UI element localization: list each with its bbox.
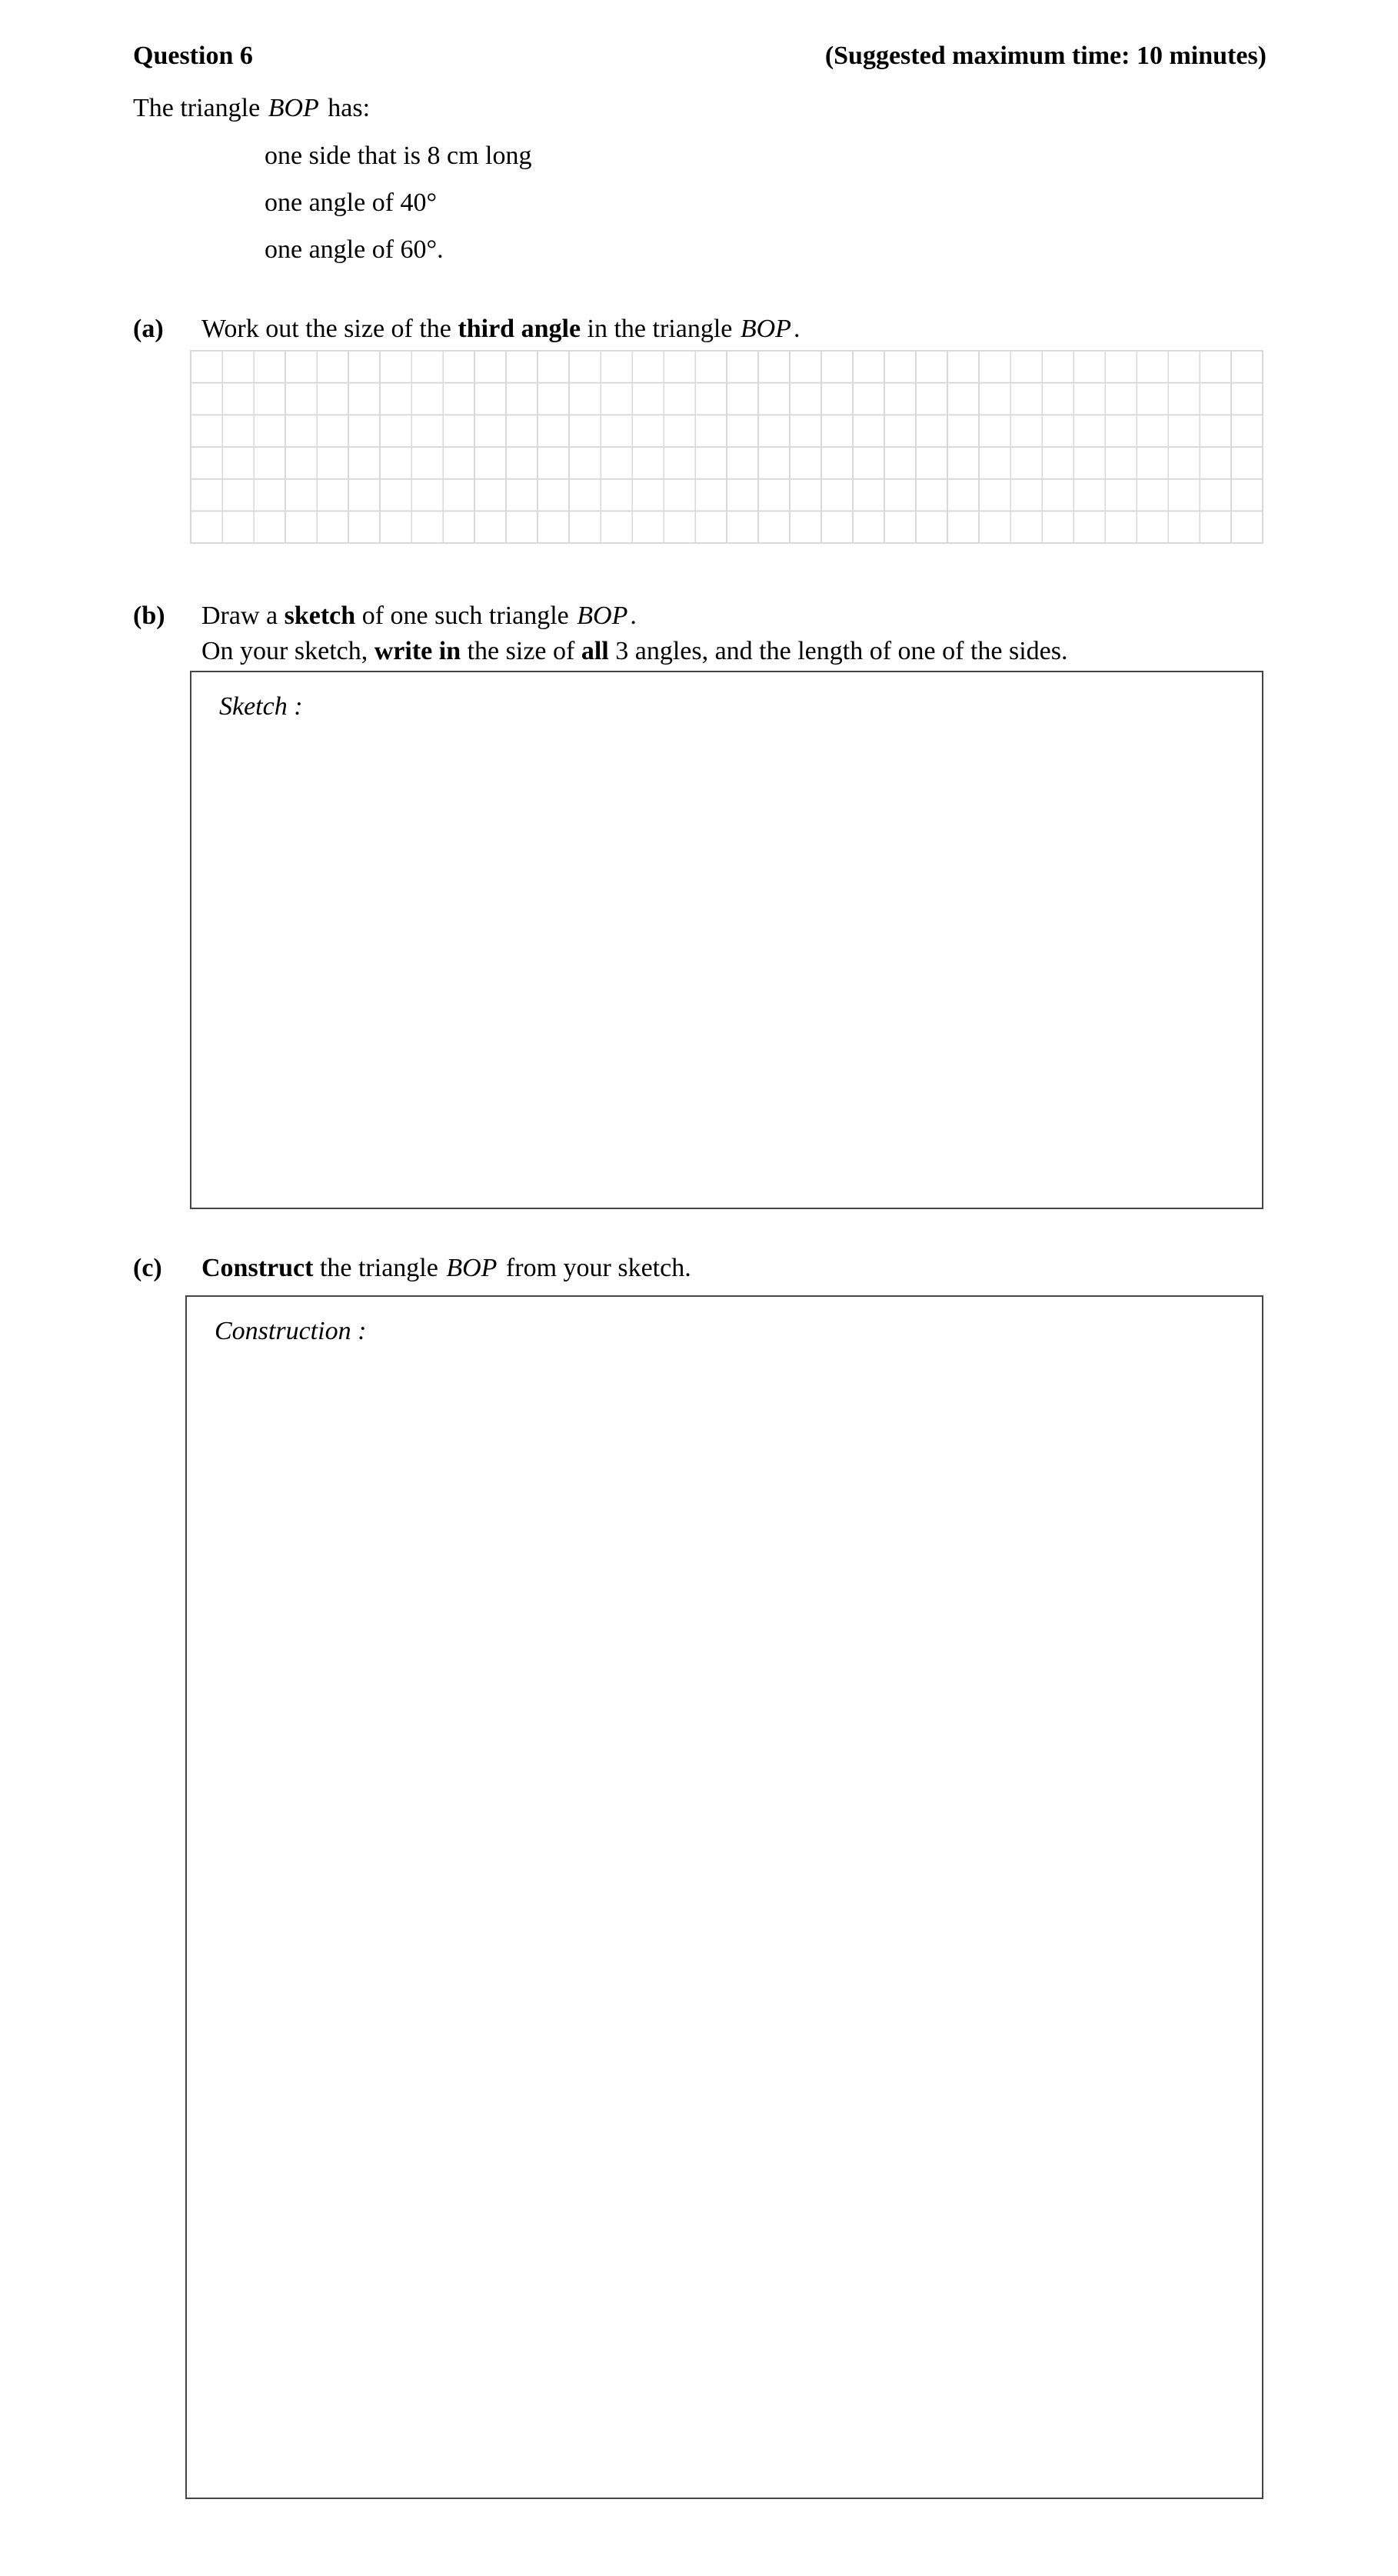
intro-text-post: has:: [321, 94, 371, 122]
part-c-text-1: the triangle: [313, 1254, 445, 1282]
part-a-question: [201, 313, 800, 346]
triangle-name: BOP: [577, 602, 628, 630]
part-b-bold-sketch: sketch: [284, 602, 356, 630]
part-a-text-1: Work out the size of the: [201, 315, 458, 343]
triangle-name: BOP: [268, 94, 319, 122]
part-b-text-4: On your sketch,: [201, 637, 374, 665]
part-c-text-2: from your sketch.: [499, 1254, 691, 1282]
intro-text-pre: The triangle: [133, 94, 267, 122]
sketch-box: [190, 671, 1263, 1209]
condition-angle-40: one angle of 40°: [265, 188, 438, 217]
construction-box-label: Construction :: [215, 1317, 367, 1345]
working-grid: [190, 350, 1263, 544]
part-c-question: [201, 1252, 691, 1285]
part-b-question-line2: [201, 635, 1067, 668]
part-b-bold-write-in: write in: [374, 637, 461, 665]
part-a-text-3: .: [793, 315, 801, 343]
triangle-name: BOP: [446, 1254, 498, 1282]
part-a-bold-third-angle: third angle: [458, 315, 581, 343]
part-b-text-3: .: [630, 602, 637, 630]
sketch-box-label: Sketch :: [219, 692, 303, 721]
time-note: (Suggested maximum time: 10 minutes): [824, 42, 1267, 70]
part-b-question-line1: [201, 600, 637, 633]
part-b-label: (b): [133, 602, 165, 630]
question-title: Question 6: [133, 42, 253, 70]
triangle-name: BOP: [740, 315, 791, 343]
condition-angle-60: one angle of 60°.: [265, 235, 444, 264]
part-c-bold-construct: Construct: [201, 1254, 314, 1282]
part-a-label: (a): [133, 315, 164, 343]
part-a-text-2: in the triangle: [581, 315, 739, 343]
part-b-bold-all: all: [581, 637, 609, 665]
part-b-text-6: 3 angles, and the length of one of the sides.: [608, 637, 1068, 665]
part-b-text-5: the size of: [461, 637, 581, 665]
intro-line: [133, 92, 370, 125]
part-b-text-1: Draw a: [201, 602, 285, 630]
part-c-label: (c): [133, 1254, 162, 1282]
construction-box: [185, 1295, 1263, 2499]
condition-side-length: one side that is 8 cm long: [265, 142, 532, 170]
part-b-text-2: of one such triangle: [355, 602, 576, 630]
